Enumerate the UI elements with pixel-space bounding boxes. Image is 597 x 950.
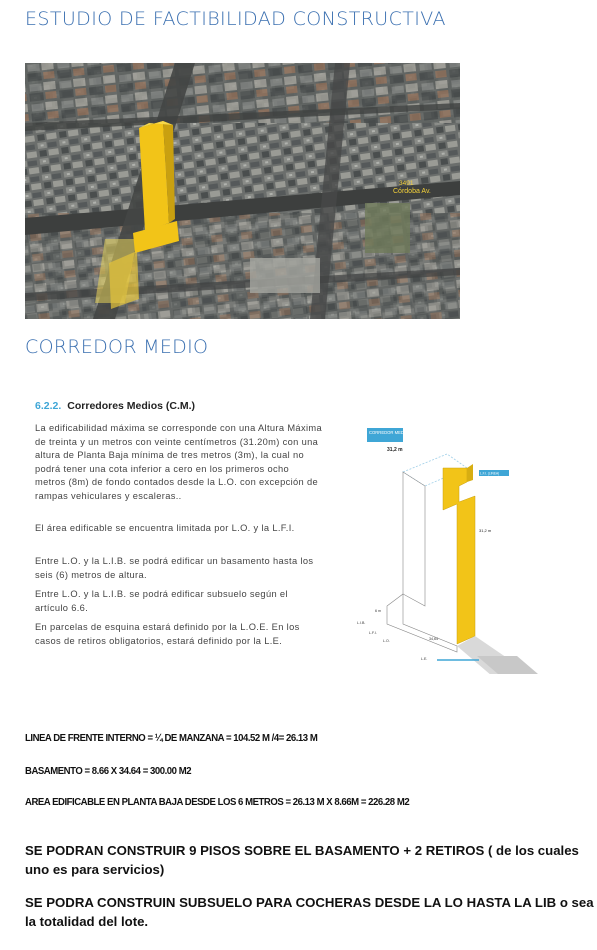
excerpt-heading [35,400,195,412]
base-height-label: 6 m [375,609,381,613]
height-top-label: 31,2 m [387,447,403,453]
excerpt-heading-text: Corredores Medios (C.M.) [67,400,196,412]
conclusion-text: SE PODRA CONSTRUIN SUBSUELO PARA COCHERAS DESDE LA LO HASTA LA LIB o sea la totalidad del lote. [25,895,594,929]
conclusion-text: SE PODRAN CONSTRUIR 9 PISOS SOBRE EL BASAMENTO + 2 RETIROS ( de los cuales uno es para servicios) [25,843,579,877]
street-number-label: 3491 [399,180,414,187]
right-tag: L.F.I. (LINEA) [480,471,500,476]
page-title: ESTUDIO DE FACTIBILIDAD CONSTRUCTIVA [25,8,446,30]
paragraph: Entre L.O. y la L.I.B. se podrá edificar subsuelo según el artículo 6.6. [35,589,288,613]
line-label: L.E. [421,657,428,661]
calc-line: LINEA DE FRENTE INTERNO = ¼ DE MANZANA = 104.52 M /4= 26.13 M [25,733,318,744]
aerial-photo [25,63,460,319]
section-title: CORREDOR MEDIO [25,336,209,358]
height-side-label: 31,2 m [479,528,492,533]
calc-line: AREA EDIFICABLE EN PLANTA BAJA DESDE LOS 6 METROS = 26.13 M X 8.66M = 226.28 M2 [25,797,410,808]
calc-line: BASAMENTO = 8.66 X 34.64 = 300.00 M2 [25,766,192,777]
diagram-tag: CORREDOR MEDIO (C.M.) [369,430,422,435]
depth-label: 34,64 [429,637,438,641]
paragraph: En parcelas de esquina estará definido por la L.O.E. En los casos de retiros obligatorios, estará definido por la L.E. [35,622,300,646]
line-label: L.I.B. [357,621,366,625]
regulation-excerpt [25,366,570,676]
excerpt-number: 6.2.2. [35,400,62,412]
corridor-diagram [347,424,567,674]
paragraph: La edificabilidad máxima se corresponde con una Altura Máxima de treinta y un metros con veinte centímetros (31.20m) con una altura de Planta Baja mínima de tres metros (3m), la cual no podrá tener una cota inferior a cero en los primeros ocho metros (8m) de fondo contados desde la L.O. con excepción de rampas vehiculares y escaleras.. [35,423,322,501]
street-name-label: Córdoba Av. [393,188,431,195]
line-label: L.F.I. [369,631,377,635]
paragraph: Entre L.O. y la L.I.B. se podrá edificar un basamento hasta los seis (6) metros de altura. [35,556,314,580]
line-label: L.O. [383,639,390,643]
paragraph: El área edificable se encuentra limitada por L.O. y la L.F.I. [35,523,295,533]
